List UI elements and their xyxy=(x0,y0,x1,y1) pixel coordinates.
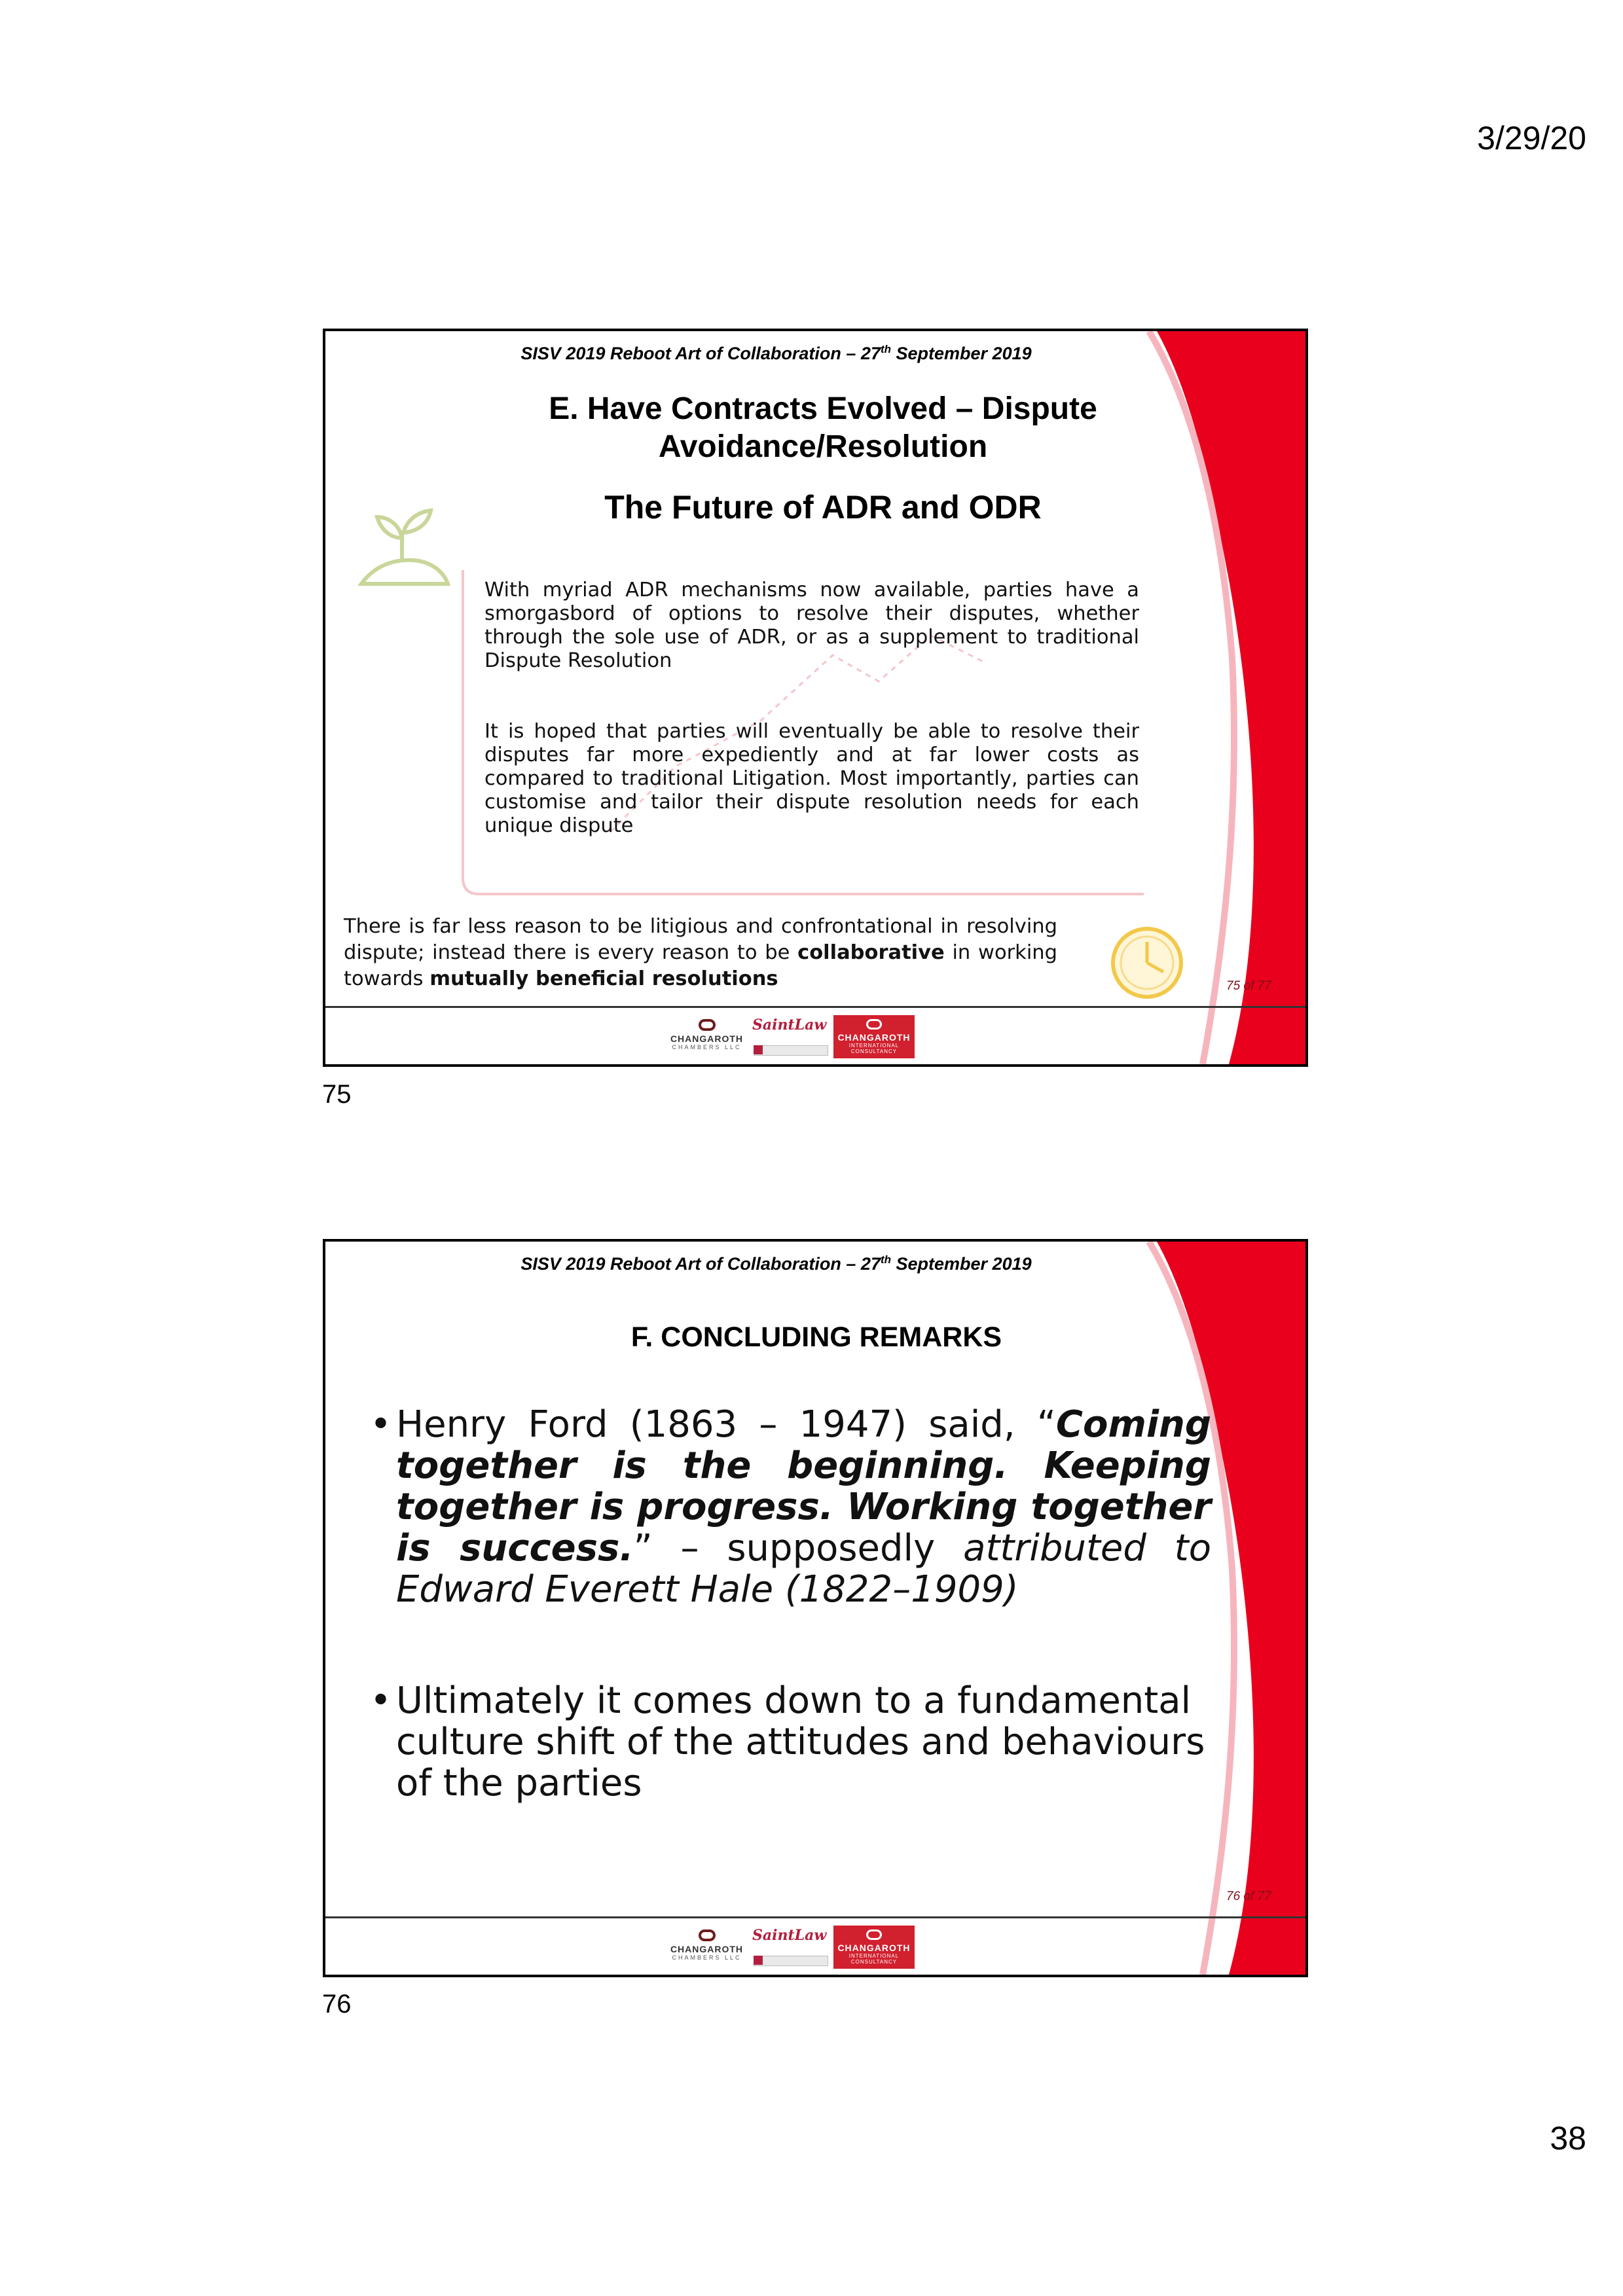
slide-header: SISV 2019 Reboot Art of Collaboration – 27th September 2019 xyxy=(520,1253,1032,1274)
slide-title: F. CONCLUDING REMARKS xyxy=(630,1321,1002,1353)
changaroth-consultancy-logo: CHANGAROTH INTERNATIONAL CONSULTANCY xyxy=(833,1015,915,1058)
plant-icon xyxy=(355,507,453,592)
paragraph-hoped-outcome: It is hoped that parties will eventually be able to resolve their disputes far more expediently and at far lower costs as compared to traditional Litigation. Most importantly, parties can customise and tailor their dispute resolution needs for each unique dispute xyxy=(484,720,1139,837)
saintlaw-logo: SaintLaw xyxy=(752,1927,830,1969)
slide-number-label: 75 xyxy=(322,1080,352,1109)
changaroth-chambers-logo: CHANGAROTH CHAMBERS LLC xyxy=(666,1019,748,1058)
slide-counter: 76 of 77 xyxy=(1226,1890,1271,1903)
slide-title: E. Have Contracts Evolved – Dispute Avoidance/Resolution xyxy=(549,391,1097,464)
footer-divider xyxy=(325,1006,1305,1008)
paragraph-adr-options: With myriad ADR mechanisms now available, parties have a smorgasbord of options to resolve their disputes, whether through the sole use of ADR, or as a supplement to traditional Dispute Resolution xyxy=(484,579,1139,672)
clock-icon xyxy=(1103,924,1192,1002)
footer-logos xyxy=(666,1926,928,1971)
slide-subtitle: The Future of ADR and ODR xyxy=(604,489,1042,526)
page-number: 38 xyxy=(1550,2120,1586,2157)
footer-logos xyxy=(666,1015,928,1061)
slide-number-label: 76 xyxy=(322,1990,352,2018)
changaroth-chambers-logo: CHANGAROTH CHAMBERS LLC xyxy=(666,1929,748,1969)
slide-counter: 75 of 77 xyxy=(1226,979,1271,993)
bullet-marker: • xyxy=(370,1403,392,1446)
slide-75 xyxy=(323,329,1308,1067)
slide-header: SISV 2019 Reboot Art of Collaboration – 27th September 2019 xyxy=(520,343,1032,363)
closing-statement: There is far less reason to be litigious and confrontational in resolving dispute; instead there is every reason to be collaborative in working towards mutually beneficial resolutions xyxy=(344,915,1057,990)
page-date: 3/29/20 xyxy=(1477,120,1586,156)
bullet-marker: • xyxy=(370,1679,392,1722)
changaroth-consultancy-logo: CHANGAROTH INTERNATIONAL CONSULTANCY xyxy=(833,1926,915,1969)
footer-divider xyxy=(325,1916,1305,1918)
saintlaw-logo: SaintLaw xyxy=(752,1016,830,1058)
slide-76: SISV 2019 Reboot Art of Collaboration – 27th September 2019 F. CONCLUDING REMARKS • Henry Ford (1863 – 1947) said, “Coming together is the beginning. Keeping together is progress. Working together is success.” – supposedly attributed to Edward Everett Hale (1822–1909) • Ultimately it comes down to a fundamental culture shift of the attitudes and behaviours of the parties 76 of 77 CHANGAROTH CHAMBERS LLC SaintLaw CHANGAROTH INTERNATIONAL CONSULTANCY xyxy=(323,1239,1308,1977)
